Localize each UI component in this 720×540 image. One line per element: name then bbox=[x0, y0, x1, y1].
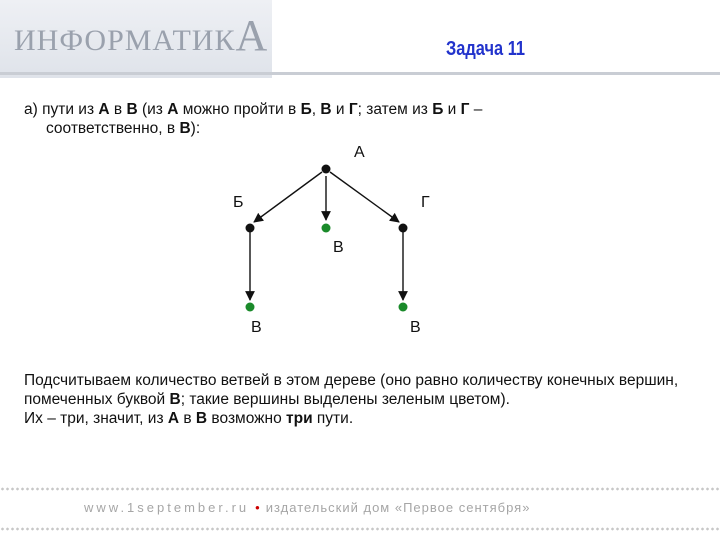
text-run: возможно bbox=[207, 410, 287, 427]
text-run: ; затем из bbox=[357, 101, 433, 118]
slide-title: Задача 11 bbox=[446, 38, 526, 60]
conclusion-line bbox=[24, 409, 694, 428]
text-run-bold: Г bbox=[348, 101, 358, 118]
text-run-bold: Г bbox=[460, 101, 470, 118]
text-run-bold: Б bbox=[432, 101, 444, 118]
text-run: и bbox=[443, 101, 461, 118]
text-run: соответственно, в bbox=[46, 120, 180, 137]
logo-text: ИНФОРМАТИК bbox=[14, 24, 236, 57]
text-run: (из bbox=[137, 101, 168, 118]
text-run-bold: В bbox=[195, 410, 208, 427]
leaf-v-left bbox=[246, 303, 255, 312]
text-run: в bbox=[109, 101, 127, 118]
logo-big-letter: А bbox=[235, 11, 269, 60]
text-run: в bbox=[179, 410, 196, 427]
explanation-line bbox=[24, 371, 694, 409]
text-run-bold: В bbox=[126, 101, 138, 118]
node-a bbox=[322, 165, 331, 174]
explanation-paragraph bbox=[24, 371, 694, 428]
text-run: Их – три, значит, из bbox=[24, 410, 168, 427]
text-run-bold: три bbox=[286, 410, 313, 427]
label-left: Б bbox=[233, 194, 244, 211]
tree-edges bbox=[250, 172, 403, 300]
text-run: ): bbox=[190, 120, 201, 137]
text-run: а) пути из bbox=[24, 101, 99, 118]
text-run-bold: А bbox=[167, 410, 180, 427]
label-root: А bbox=[354, 144, 365, 161]
leaf-v-right bbox=[399, 303, 408, 312]
text-run-bold: А bbox=[167, 101, 179, 118]
footer bbox=[84, 500, 704, 515]
footer-dotted-rule-bottom bbox=[0, 526, 720, 532]
node-b bbox=[246, 224, 255, 233]
text-run-bold: В bbox=[169, 391, 181, 408]
text-run: – bbox=[469, 101, 483, 118]
footer-dotted-rule-top bbox=[0, 486, 720, 492]
text-run-bold: Б bbox=[300, 101, 312, 118]
label-mid-leaf: В bbox=[333, 239, 344, 256]
footer-separator: • bbox=[255, 500, 260, 515]
edge-a-to-b bbox=[254, 172, 322, 222]
text-run: ; такие вершины выделены зеленым цветом). bbox=[180, 391, 510, 408]
text-run-bold: В bbox=[320, 101, 332, 118]
label-right: Г bbox=[421, 194, 430, 211]
leaf-v-middle bbox=[322, 224, 331, 233]
text-run-bold: В bbox=[179, 120, 191, 137]
footer-publisher: издательский дом «Первое сентября» bbox=[265, 500, 531, 515]
edge-a-to-g bbox=[330, 172, 399, 222]
text-run: и bbox=[331, 101, 349, 118]
footer-url: www.1september.ru bbox=[84, 500, 250, 515]
text-run: пути. bbox=[312, 410, 354, 427]
text-run: Подсчитываем количество ветвей в этом дереве (оно равно количеству конечных вершин, помеченных буквой bbox=[24, 372, 679, 408]
text-run: можно пройти в bbox=[178, 101, 301, 118]
label-left-leaf: В bbox=[251, 319, 262, 336]
text-run: , bbox=[311, 101, 321, 118]
label-right-leaf: В bbox=[410, 319, 421, 336]
text-run-bold: А bbox=[98, 101, 110, 118]
node-g bbox=[399, 224, 408, 233]
